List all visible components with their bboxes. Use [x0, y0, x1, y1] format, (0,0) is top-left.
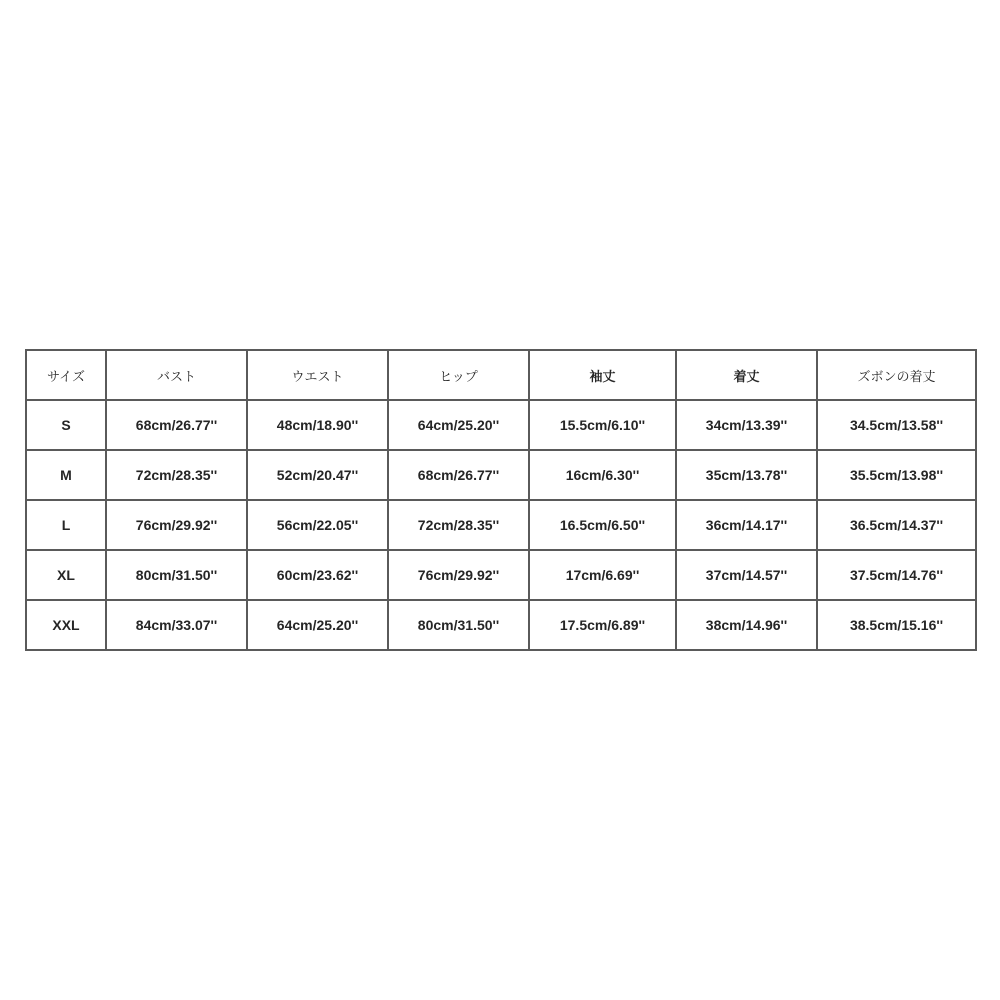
table-row [26, 550, 976, 600]
header-size: サイズ [26, 350, 106, 400]
pants-length-cell: 34.5cm/13.58'' [817, 400, 976, 450]
sleeve-cell: 15.5cm/6.10'' [529, 400, 676, 450]
hip-cell: 64cm/25.20'' [388, 400, 529, 450]
hip-cell: 72cm/28.35'' [388, 500, 529, 550]
bust-cell: 80cm/31.50'' [106, 550, 247, 600]
bust-cell: 72cm/28.35'' [106, 450, 247, 500]
sleeve-cell: 17cm/6.69'' [529, 550, 676, 600]
bust-cell: 68cm/26.77'' [106, 400, 247, 450]
size-cell: XXL [26, 600, 106, 650]
hip-cell: 68cm/26.77'' [388, 450, 529, 500]
table-row [26, 600, 976, 650]
pants-length-cell: 38.5cm/15.16'' [817, 600, 976, 650]
table-row [26, 500, 976, 550]
header-length: 着丈 [676, 350, 817, 400]
length-cell: 37cm/14.57'' [676, 550, 817, 600]
waist-cell: 56cm/22.05'' [247, 500, 388, 550]
waist-cell: 52cm/20.47'' [247, 450, 388, 500]
pants-length-cell: 37.5cm/14.76'' [817, 550, 976, 600]
header-sleeve-length: 袖丈 [529, 350, 676, 400]
pants-length-cell: 36.5cm/14.37'' [817, 500, 976, 550]
header-row [26, 350, 976, 400]
sleeve-cell: 16cm/6.30'' [529, 450, 676, 500]
bust-cell: 84cm/33.07'' [106, 600, 247, 650]
size-cell: L [26, 500, 106, 550]
sleeve-cell: 17.5cm/6.89'' [529, 600, 676, 650]
length-cell: 38cm/14.96'' [676, 600, 817, 650]
sleeve-cell: 16.5cm/6.50'' [529, 500, 676, 550]
hip-cell: 80cm/31.50'' [388, 600, 529, 650]
header-pants-length: ズボンの着丈 [817, 350, 976, 400]
header-waist: ウエスト [247, 350, 388, 400]
hip-cell: 76cm/29.92'' [388, 550, 529, 600]
size-cell: XL [26, 550, 106, 600]
size-chart-table [25, 349, 977, 651]
length-cell: 36cm/14.17'' [676, 500, 817, 550]
bust-cell: 76cm/29.92'' [106, 500, 247, 550]
size-cell: S [26, 400, 106, 450]
length-cell: 35cm/13.78'' [676, 450, 817, 500]
length-cell: 34cm/13.39'' [676, 400, 817, 450]
waist-cell: 60cm/23.62'' [247, 550, 388, 600]
header-bust: バスト [106, 350, 247, 400]
table-row [26, 450, 976, 500]
waist-cell: 64cm/25.20'' [247, 600, 388, 650]
size-cell: M [26, 450, 106, 500]
pants-length-cell: 35.5cm/13.98'' [817, 450, 976, 500]
header-hip: ヒップ [388, 350, 529, 400]
table-row [26, 400, 976, 450]
waist-cell: 48cm/18.90'' [247, 400, 388, 450]
